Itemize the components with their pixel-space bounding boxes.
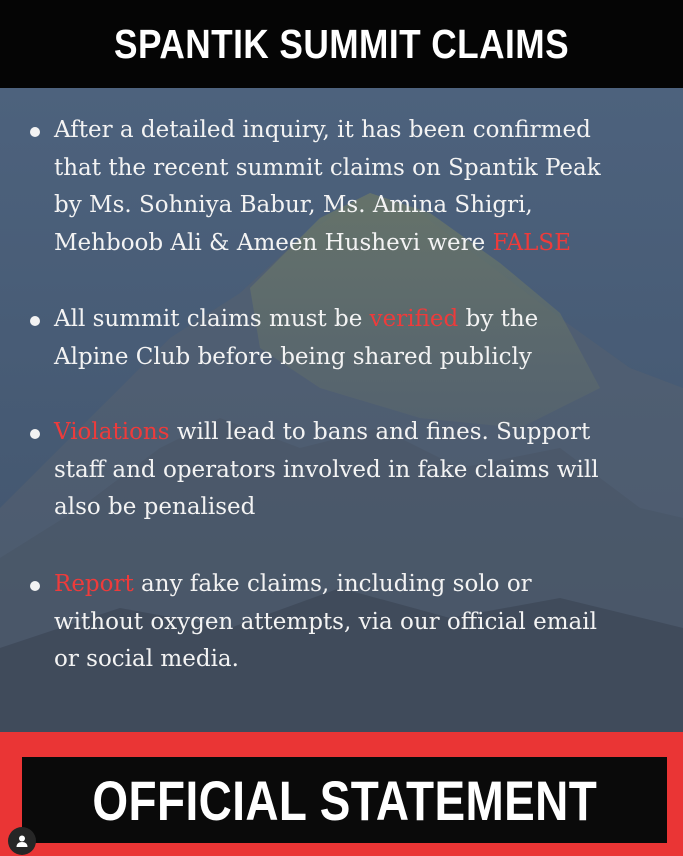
highlight-verified: verified <box>369 306 459 332</box>
bullet-dot-icon <box>30 581 40 591</box>
person-icon <box>14 833 30 849</box>
bullet-text: Report any fake claims, including solo or without oxygen attempts, via our official email or social media. <box>54 571 597 672</box>
highlight-report: Report <box>54 571 134 597</box>
bullet-dot-icon <box>30 127 40 137</box>
user-avatar-icon[interactable] <box>8 827 36 855</box>
bullet-dot-icon <box>30 429 40 439</box>
bullet-text: Violations will lead to bans and fines. Support staff and operators involved in fake claims will also be penalised <box>54 419 599 520</box>
header-bar <box>0 0 683 88</box>
bullet-text: After a detailed inquiry, it has been confirmed that the recent summit claims on Spantik Peak by Ms. Sohniya Babur, Ms. Amina Shigri, Mehboob Ali & Ameen Hushevi were FALSE <box>54 117 601 256</box>
bullet-text: All summit claims must be verified by the Alpine Club before being shared publicly <box>54 306 539 370</box>
bullet-dot-icon <box>30 316 40 326</box>
highlight-false: FALSE <box>492 229 571 256</box>
highlight-violations: Violations <box>54 419 170 445</box>
footer-box <box>22 757 667 843</box>
footer-title: OFFICIAL STATEMENT <box>92 768 597 832</box>
page-title: SPANTIK SUMMIT CLAIMS <box>114 20 569 67</box>
statement-content <box>0 88 683 732</box>
footer-banner <box>0 732 683 856</box>
